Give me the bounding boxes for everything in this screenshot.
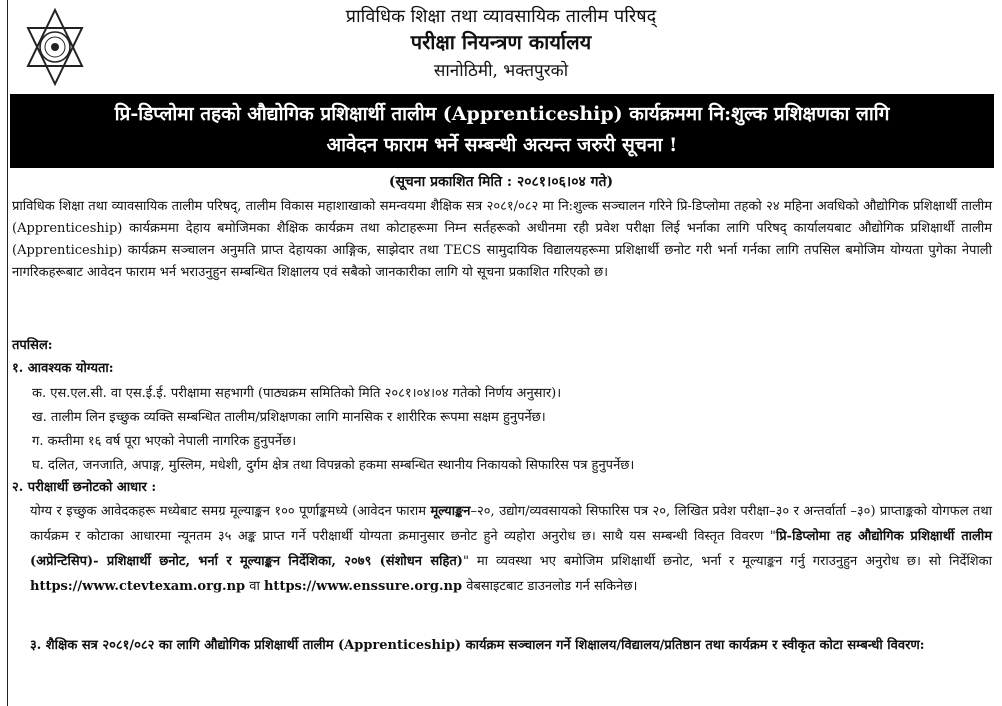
office-address: सानोठिमी, भक्तपुरको (433, 61, 569, 81)
ctevtexam-link[interactable]: https://www.ctevtexam.org.np (30, 579, 246, 594)
publication-date: (सूचना प्रकाशित मिति : २०८१।०६।०४ गते) (388, 174, 614, 190)
list-item: ग. कम्तीमा १६ वर्ष पूरा भएको नेपाली नागरिक हुनुपर्नेछ। (32, 434, 297, 449)
enssure-link[interactable]: https://www.enssure.org.np (263, 579, 463, 594)
notice-title-line-1: प्रि-डिप्लोमा तहको औद्योगिक प्रशिक्षार्थी तालीम (Apprenticeship) कार्यक्रममा नि:शुल्क प्रशिक्षणका लागि (114, 103, 890, 125)
org-name: प्राविधिक शिक्षा तथा व्यावसायिक तालीम परिषद् (345, 6, 657, 27)
intro-paragraph: प्राविधिक शिक्षा तथा व्यावसायिक तालीम परिषद्, तालीम विकास महाशाखाको समन्वयमा शैक्षिक सत्र २०८१/०८२ मा नि:शुल्क सञ्चालन गरिने प्रि-डिप्लोमा तहको २४ महिना अवधिको औद्योगिक प्रशिक्षार्थी तालीम (Apprenticeship) कार्यक्रममा देहाय बमोजिमका शैक्षिक कार्यक्रम तथा कोटाहरूमा निम्न सर्तहरूको अधीनमा रही प्रवेश परीक्षा लिई भर्नाका लागि परिषद् कार्यालयबाट औद्योगिक प्रशिक्षार्थी तालीम (Apprenticeship) कार्यक्रम सञ्चालन अनुमति प्राप्त देहायका आङ्गिक, साझेदार तथा TECS सामुदायिक विद्यालयहरूमा प्रशिक्षार्थी छनोट गरी भर्ना गर्नका लागि तपसिल बमोजिम योग्यता पुगेका नेपाली नागरिकहरूबाट आवेदन फाराम भर्न भराउनुहुन सम्बन्धित शिक्षालय एवं सबैको जानकारीका लागि यो सूचना प्रकाशित गरिएको छ। (12, 199, 992, 280)
eligibility-list (32, 382, 634, 478)
text-span: वा (245, 579, 264, 594)
list-item: क. एस.एल.सी. वा एस.ई.ई. परीक्षामा सहभागी (पाठ्यक्रम समितिको मिति २०८१।०४।०४ गतेको निर्णय अनुसार)। (32, 386, 562, 401)
notice-title-line-2: आवेदन फाराम भर्ने सम्बन्धी अत्यन्त जरुरी सूचना ! (326, 134, 678, 156)
list-item: ख. तालीम लिन इच्छुक व्यक्ति सम्बन्धित तालीम/प्रशिक्षणका लागि मानसिक र शारीरिक रूपमा सक्षम हुनुपर्नेछ। (32, 410, 546, 425)
text-span: योग्य र इच्छुक आवेदकहरू मध्येबाट समग्र मूल्याङ्कन १०० पूर्णाङ्कमध्ये (आवेदन फाराम (30, 504, 431, 519)
selection-basis-paragraph (30, 499, 992, 599)
office-name: परीक्षा नियन्त्रण कार्यालय (410, 30, 592, 54)
section-2-heading: २. परीक्षार्थी छनोटको आधार : (12, 480, 157, 495)
details-label: तपसिल: (12, 338, 53, 353)
guideline-title: प्रि-डिप्लोमा तह औद्योगिक प्रशिक्षार्थी तालीम (अप्रेन्टिसिप)- प्रशिक्षार्थी छनोट, भर्ना र मूल्याङ्कन निर्देशिका, २०७९ (संशोधन सहित) (30, 529, 992, 569)
section-3-heading: ३. शैक्षिक सत्र २०८१/०८२ का लागि औद्योगिक प्रशिक्षार्थी तालीम (Apprenticeship) कार्यक्रम सञ्चालन गर्ने शिक्षालय/विद्यालय/प्रतिष्ठान तथा कार्यक्रम र स्वीकृत कोटा सम्बन्धी विवरण: (30, 638, 925, 653)
text-span: " मा व्यवस्था भए बमोजिम प्रशिक्षार्थी छनोट, भर्ना र मूल्याङ्कन गर्नु गराउनुहुन अनुरोध छ। सो निर्देशिका (462, 554, 992, 569)
left-border-rule (7, 0, 8, 706)
section-1-heading: १. आवश्यक योग्यता: (12, 361, 114, 376)
bold-text: मूल्याङ्कन (430, 504, 471, 519)
notice-title-banner (10, 94, 994, 168)
text-span: वेबसाइटबाट डाउनलोड गर्न सकिनेछ। (462, 579, 638, 594)
text-span: –२०, उद्योग/व्यवसायको सिफारिस पत्र २०, लिखित प्रवेश परीक्षा–३० र अन्तर्वार्ता –३०) प्राप्ताङ्कको योगफल तथा कार्यक्रम र कोटाका आधारमा न्यूनतम ३५ अङ्क प्राप्त गर्ने परीक्षार्थी योग्यता क्रमानुसार छनोट हुने व्यहोरा अनुरोध छ। साथै यस सम्बन्धी विस्तृत विवरण " (30, 504, 992, 544)
list-item: घ. दलित, जनजाति, अपाङ्ग, मुस्लिम, मधेशी, दुर्गम क्षेत्र तथा विपन्नको हकमा सम्बन्धित स्थानीय निकायको सिफारिस पत्र हुनुपर्नेछ। (32, 458, 635, 473)
